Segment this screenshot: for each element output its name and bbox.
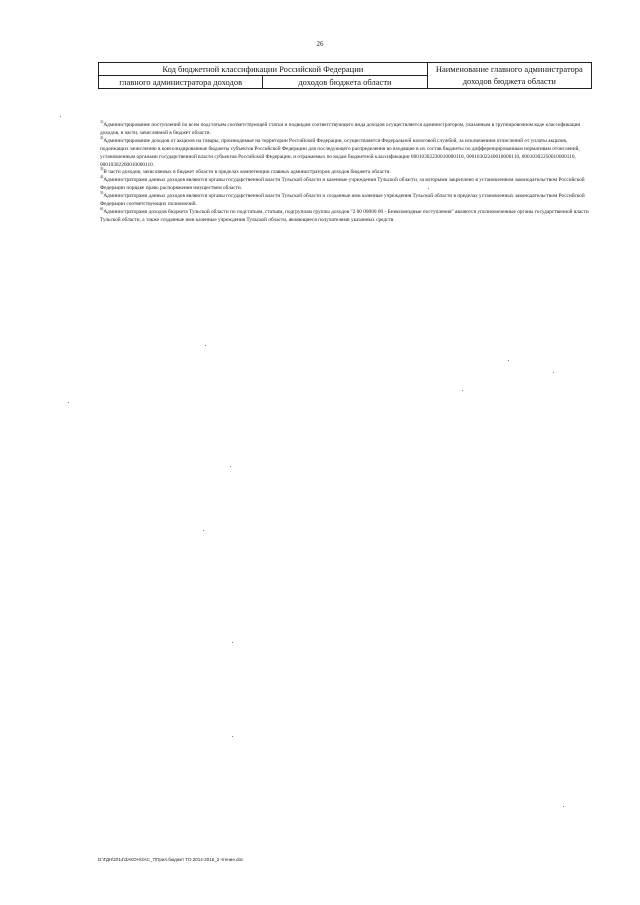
- scan-speck: [60, 116, 61, 117]
- scan-speck: [232, 642, 233, 643]
- footnote-text: Администраторами данных доходов являются органы государственной власти Тульской области и созданные ими казенные учреждения Тульской области в пределах установленных законодательством Российской Федерации соответствующих полномочий.: [100, 193, 585, 208]
- footnote-mark: 3): [100, 166, 104, 172]
- footnote-text: Администрирование доходов от акцизов на товары, производимые на территории Российской Федерации, осуществляется Федеральной налоговой службой, за исключением отчислений от уплаты акцизов, подлежащих зачислению в консолидированные бюджеты субъектов Российской Федерации для последующего распределения во входящие в их состав бюджеты по дифференцированным нормативам отчислений, установленным органами государственной власти субъектов Российской Федерации, и отражаемых по кодам бюджетной классификации 00010302230010000110, 00010302240010000110, 00010302250010000110, 00010302260010000110.: [100, 137, 580, 168]
- footnote-mark: 6): [100, 206, 104, 212]
- footnote: [100, 174, 592, 196]
- budget-classification-table: [98, 62, 592, 89]
- footnote-mark: 5): [100, 190, 104, 196]
- footnote-text: Администраторами данных доходов являются органы государственной власти Тульской области и казенные учреждения Тульской области, за которыми закреплено в установленном законодательством Российской Федерации порядке право распоряжения имуществом области.: [100, 177, 585, 192]
- footnote-text: Администраторами доходов бюджета Тульской области по подстатьям, статьям, подгруппам группы доходов "2 00 00000 00 - Безвозмездные поступления" являются уполномоченные органы государственной власти Тульской области, а также созданные ими казенные учреждения Тульской области, являющиеся получателями указанных средств.: [100, 208, 589, 223]
- scan-speck: [203, 530, 204, 531]
- footnote-text: Администрирование поступлений по всем подстатьям соответствующей статьи и подвидам соответствующего вида доходов осуществляется администратором, указанным в группировочном коде классификации доходов, в части, зачисляемой в бюджет области.: [100, 122, 581, 136]
- scan-speck: [205, 345, 206, 346]
- page-number: 26: [316, 40, 324, 48]
- footnote: [100, 135, 592, 170]
- scan-speck: [553, 372, 554, 373]
- file-path: D:\ГДН\2014\ЗАКОН\ЗАС_7\Прил.бюджет ТО 2014-2016_2 чтение.doc: [98, 857, 244, 862]
- scan-speck: [563, 806, 564, 807]
- footnote-mark: 4): [100, 174, 104, 180]
- footnote: [100, 190, 592, 212]
- scan-speck: [508, 360, 509, 361]
- header-name-cell: Наименование главного администратора доходов бюджета области: [427, 63, 591, 89]
- header-code-cell: Код бюджетной классификации Российской Федерации: [99, 63, 428, 76]
- scan-speck: [68, 402, 69, 403]
- footnote-mark: 2): [100, 135, 104, 141]
- footnotes: [100, 119, 592, 225]
- footnote-mark: 1): [100, 119, 104, 125]
- scan-speck: [462, 390, 463, 391]
- scan-speck: [230, 466, 231, 467]
- table-header-row: [99, 63, 592, 76]
- subheader-revenue-cell: доходов бюджета области: [263, 76, 427, 89]
- scan-speck: [428, 188, 429, 189]
- subheader-admin-cell: главного администратора доходов: [99, 76, 263, 89]
- footnote: [100, 206, 592, 225]
- footnote: [100, 119, 592, 141]
- scan-speck: [232, 736, 233, 737]
- footnote-text: В части доходов, зачисляемых в бюджет области в пределах компетенции главных администраторов доходов бюджета области.: [103, 169, 391, 176]
